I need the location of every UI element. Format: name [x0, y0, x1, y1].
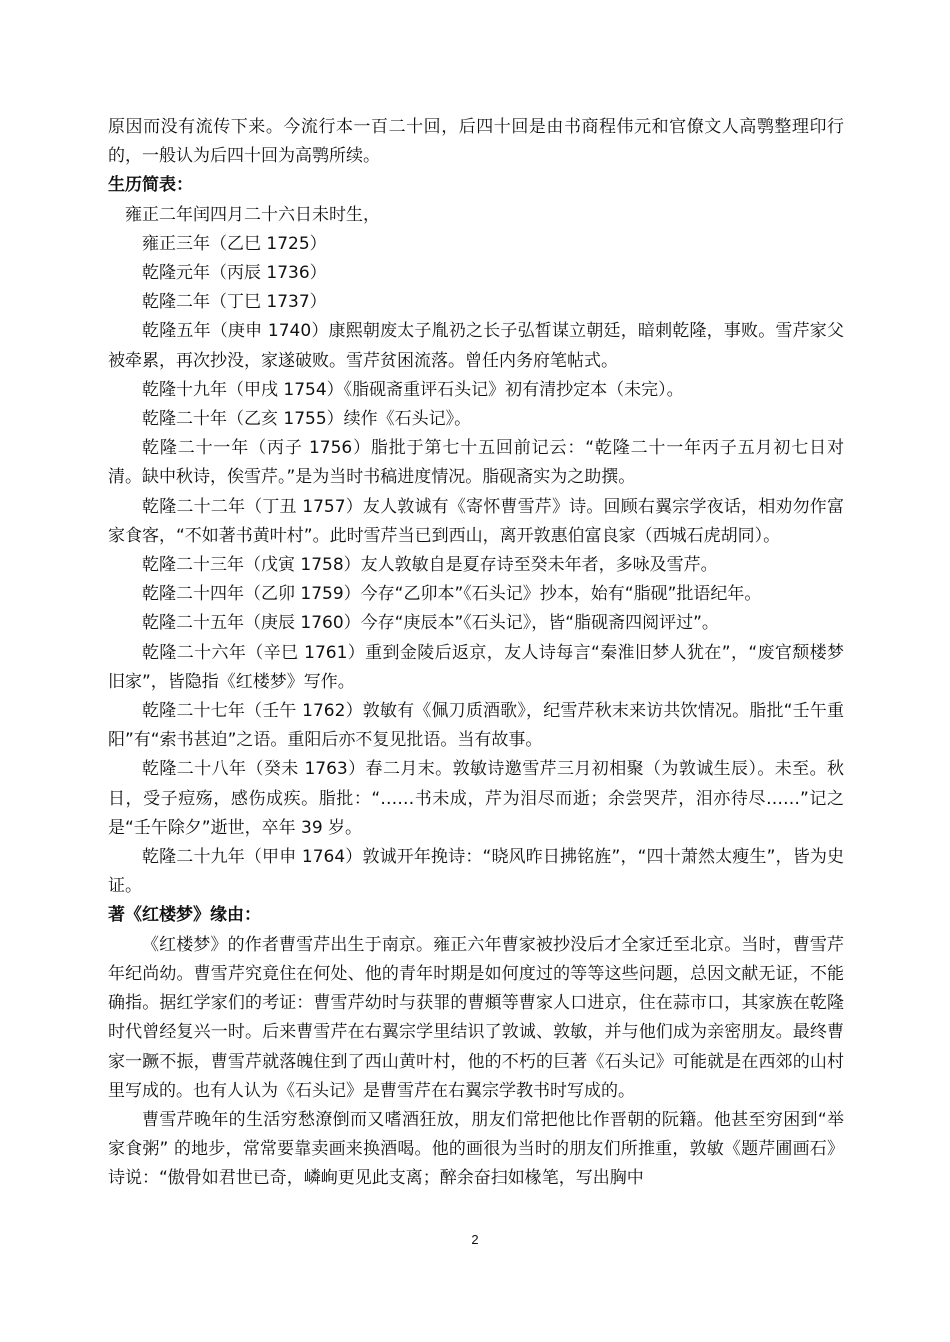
- timeline-entry: 乾隆二十五年（庚辰 1760）今存“庚辰本”《石头记》，皆“脂砚斋四阅评过”。: [142, 613, 719, 634]
- biography-heading: 生历简表：: [108, 175, 193, 196]
- timeline-entry: 乾隆二十七年（壬午 1762）敦敏有《佩刀质酒歌》，纪雪芹秋末来访共饮情况。脂批“壬午重阳”有“索书甚迫”之语。重阳后亦不复见批语。当有故事。: [108, 701, 844, 751]
- timeline-entry: 乾隆十九年（甲戌 1754）《脂砚斋重评石头记》初有清抄定本（未完）。: [142, 379, 684, 400]
- timeline-entry: 乾隆五年（庚申 1740）康熙朝废太子胤礽之长子弘皙谋立朝廷，暗刺乾隆，事败。雪芹家父被牵累，再次抄没，家遂破败。雪芹贫困流落。曾任内务府笔帖式。: [108, 321, 844, 371]
- page-number: 2: [471, 1232, 479, 1247]
- timeline-entry: 乾隆二十四年（乙卯 1759）今存“乙卯本”《石头记》抄本，始有“脂砚”批语纪年。: [142, 584, 762, 605]
- timeline-list: [108, 230, 844, 902]
- timeline-entry: 乾隆二十年（乙亥 1755）续作《石头记》。: [142, 409, 472, 430]
- page-body: [108, 113, 844, 1194]
- timeline-entry: 乾隆二十六年（辛巳 1761）重到金陵后返京，友人诗每言“秦淮旧梦人犹在”，“废官颓楼梦旧家”，皆隐指《红楼梦》写作。: [108, 642, 844, 692]
- birth-line: 雍正二年闰四月二十六日未时生，: [125, 204, 380, 225]
- timeline-entry: 乾隆二十九年（甲申 1764）敦诚开年挽诗：“晓风昨日拂铭旌”，“四十萧然太瘦生”，皆为史证。: [108, 847, 844, 897]
- origin-paragraph: 曹雪芹晚年的生活穷愁潦倒而又嗜酒狂放，朋友们常把他比作晋朝的阮籍。他甚至穷困到“举家食粥” 的地步，常常要靠卖画来换酒喝。他的画很为当时的朋友们所推重，敦敏《题芹圃画石》诗说：“傲骨如君世已奇，嶙峋更见此支离；醉余奋扫如椽笔，写出胸中: [108, 1109, 844, 1189]
- timeline-entry: 乾隆元年（丙辰 1736）: [142, 263, 327, 284]
- intro-paragraph: 原因而没有流传下来。今流行本一百二十回，后四十回是由书商程伟元和官僚文人高鹗整理印行的，一般认为后四十回为高鹗所续。: [108, 117, 844, 167]
- timeline-entry: 乾隆二十三年（戊寅 1758）友人敦敏自是夏存诗至癸未年者，多咏及雪芹。: [142, 555, 718, 576]
- timeline-entry: 乾隆二十二年（丁丑 1757）友人敦诚有《寄怀曹雪芹》诗。回顾右翼宗学夜话，相劝勿作富家食客，“不如著书黄叶村”。此时雪芹当已到西山，离开敦惠伯富良家（西城石虎胡同）。: [108, 496, 844, 546]
- timeline-entry: 乾隆二年（丁巳 1737）: [142, 292, 327, 313]
- origin-paragraph: 《红楼梦》的作者曹雪芹出生于南京。雍正六年曹家被抄没后才全家迁至北京。当时，曹雪芹年纪尚幼。曹雪芹究竟住在何处、他的青年时期是如何度过的等等这些问题，总因文献无证，不能确指。据红学家们的考证：曹雪芹幼时与获罪的曹頫等曹家人口进京，住在蒜市口，其家族在乾隆时代曾经复兴一时。后来曹雪芹在右翼宗学里结识了敦诚、敦敏，并与他们成为亲密朋友。最终曹家一蹶不振，曹雪芹就落魄住到了西山黄叶村，他的不朽的巨著《石头记》可能就是在西郊的山村里写成的。也有人认为《石头记》是曹雪芹在右翼宗学教书时写成的。: [108, 934, 844, 1101]
- origin-heading: 著《红楼梦》缘由：: [108, 905, 261, 926]
- timeline-entry: 乾隆二十一年（丙子 1756）脂批于第七十五回前记云：“乾隆二十一年丙子五月初七日对清。缺中秋诗，俟雪芹。”是为当时书稿进度情况。脂砚斋实为之助撰。: [108, 438, 844, 488]
- timeline-entry: 乾隆二十八年（癸未 1763）春二月末。敦敏诗邀雪芹三月初相聚（为敦诚生辰）。未至。秋日，受子痘殇，感伤成疾。脂批：“……书未成，芹为泪尽而逝；余尝哭芹，泪亦待尽……”记之是“壬午除夕”逝世，卒年 39 岁。: [108, 759, 844, 838]
- timeline-entry: 雍正三年（乙巳 1725）: [142, 233, 327, 254]
